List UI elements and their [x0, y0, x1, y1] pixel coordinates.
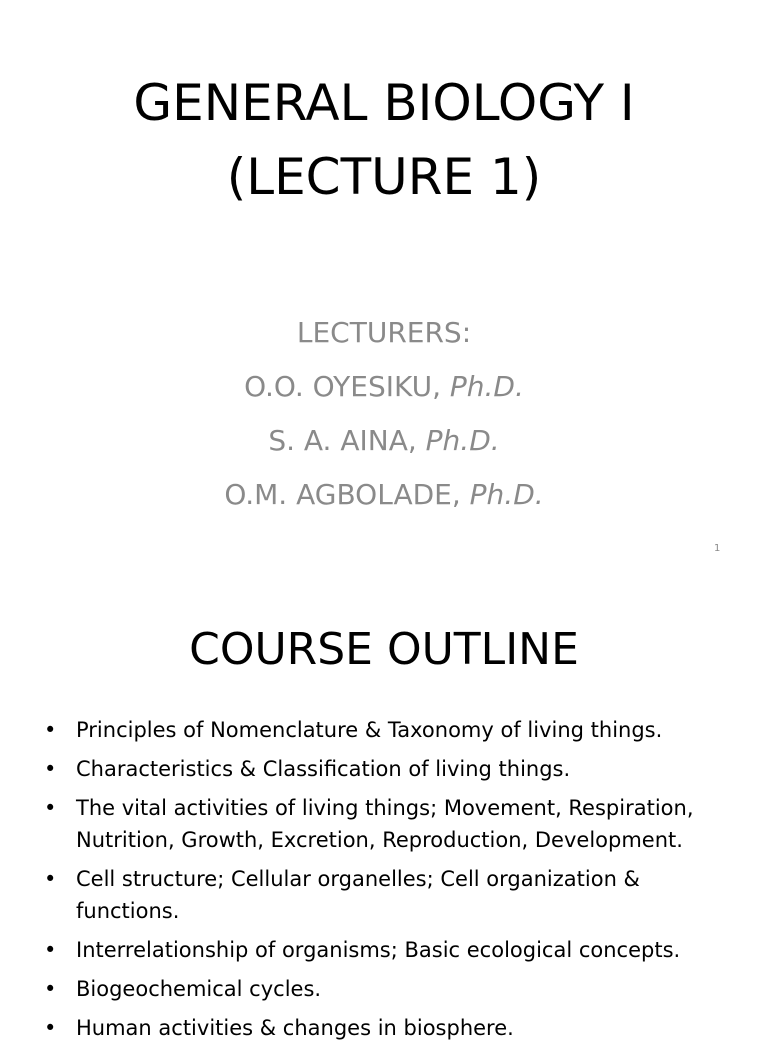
- title-line-1: GENERAL BIOLOGY I: [133, 74, 635, 132]
- list-item: • Characteristics & Classification of living things.: [44, 753, 744, 785]
- list-item: • Cell structure; Cellular organelles; Cell organization & functions.: [44, 863, 744, 927]
- lecturers-block: [0, 306, 768, 522]
- lecturer-1: [0, 360, 768, 414]
- lecturer-2: [0, 414, 768, 468]
- lecturer-1-degree: Ph.D.: [449, 370, 524, 403]
- course-outline-list: [44, 714, 744, 1051]
- list-item: • Biogeochemical cycles.: [44, 973, 744, 1005]
- lecturer-3-degree: Ph.D.: [469, 478, 544, 511]
- lecturer-1-name: O.O. OYESIKU,: [244, 370, 450, 403]
- lecturer-3: [0, 468, 768, 522]
- list-item: • Human activities & changes in biosphere.: [44, 1012, 744, 1044]
- course-outline-title: COURSE OUTLINE: [189, 624, 579, 675]
- course-outline-slide: [0, 576, 768, 1040]
- list-item: • Principles of Nomenclature & Taxonomy of living things.: [44, 714, 744, 746]
- list-item: • The vital activities of living things; Movement, Respiration, Nutrition, Growth, Excretion, Reproduction, Development.: [44, 792, 744, 856]
- title-line-2: (LECTURE 1): [226, 148, 542, 206]
- lecturer-2-name: S. A. AINA,: [268, 424, 426, 457]
- slide-title: [0, 66, 768, 214]
- lecturers-heading: LECTURERS:: [296, 316, 472, 349]
- lecturer-2-degree: Ph.D.: [425, 424, 500, 457]
- lecturer-3-name: O.M. AGBOLADE,: [224, 478, 470, 511]
- list-item: • Interrelationship of organisms; Basic ecological concepts.: [44, 934, 744, 966]
- slide-number: 1: [714, 543, 721, 554]
